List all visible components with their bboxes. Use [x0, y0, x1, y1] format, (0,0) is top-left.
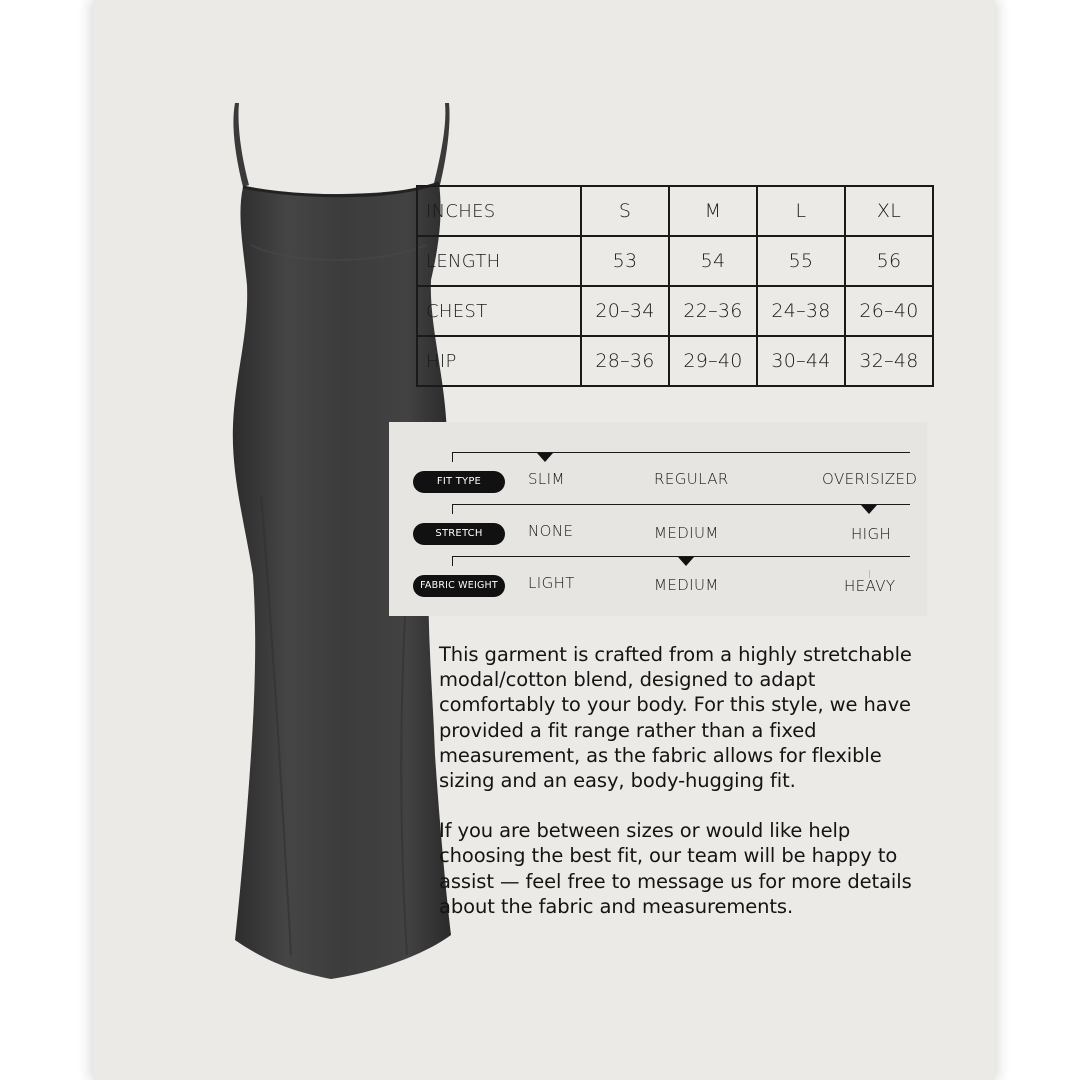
- stretch-option-high: HIGH: [851, 525, 892, 543]
- table-cell: 56: [845, 236, 933, 286]
- product-size-guide-card: [93, 0, 995, 1080]
- table-cell: 24–38: [757, 286, 845, 336]
- fit-type-option-regular: REGULAR: [654, 470, 729, 488]
- table-cell: 28–36: [581, 336, 669, 386]
- product-description: [439, 642, 931, 944]
- table-cell: 55: [757, 236, 845, 286]
- scale-tick: [452, 452, 453, 462]
- table-cell: 22–36: [669, 286, 757, 336]
- table-row: [417, 236, 933, 286]
- size-chart-table: [416, 185, 934, 387]
- stretch-badge: STRETCH: [413, 523, 505, 545]
- table-cell: 26–40: [845, 286, 933, 336]
- fabric-weight-marker-icon: [678, 557, 694, 566]
- fabric-weight-option-medium: MEDIUM: [654, 576, 719, 594]
- fit-type-option-slim: SLIM: [528, 470, 565, 488]
- description-paragraph: If you are between sizes or would like help choosing the best fit, our team will be happy to assist — feel free to message us for more details about the fabric and measurements.: [439, 819, 912, 918]
- stretch-scale: [389, 504, 927, 554]
- scale-tick: [452, 556, 453, 566]
- fit-type-marker-icon: [537, 453, 553, 462]
- table-cell: 54: [669, 236, 757, 286]
- table-row: [417, 336, 933, 386]
- table-header-xl: XL: [845, 186, 933, 236]
- table-row: [417, 286, 933, 336]
- table-cell: 30–44: [757, 336, 845, 386]
- row-label-chest: CHEST: [417, 286, 581, 336]
- scale-tick: [452, 504, 453, 514]
- table-header-m: M: [669, 186, 757, 236]
- table-cell: 29–40: [669, 336, 757, 386]
- fit-type-option-oversized: OVERISIZED: [822, 470, 918, 488]
- stretch-option-medium: MEDIUM: [654, 524, 719, 542]
- fabric-weight-scale: [389, 556, 927, 606]
- scale-line: [452, 504, 910, 505]
- fabric-weight-option-light: LIGHT: [528, 574, 575, 592]
- fabric-weight-option-heavy: HEAVY: [844, 577, 896, 595]
- scale-line: [452, 452, 910, 453]
- table-cell: 20–34: [581, 286, 669, 336]
- fabric-weight-badge: FABRIC WEIGHT: [413, 575, 505, 597]
- table-cell: 53: [581, 236, 669, 286]
- table-header-s: S: [581, 186, 669, 236]
- table-header-row: [417, 186, 933, 236]
- fit-type-badge: FIT TYPE: [413, 471, 505, 493]
- description-paragraph: This garment is crafted from a highly stretchable modal/cotton blend, designed to adapt comfortably to your body. For this style, we have provided a fit range rather than a fixed measurement, as the fabric allows for flexible sizing and an easy, body-hugging fit.: [439, 643, 912, 793]
- row-label-hip: HIP: [417, 336, 581, 386]
- table-header-l: L: [757, 186, 845, 236]
- stretch-option-none: NONE: [528, 522, 574, 540]
- fit-type-scale: [389, 452, 927, 502]
- table-cell: 32–48: [845, 336, 933, 386]
- row-label-length: LENGTH: [417, 236, 581, 286]
- table-header-inches: INCHES: [417, 186, 581, 236]
- stretch-marker-icon: [861, 505, 877, 514]
- fit-guide-panel: [389, 422, 927, 616]
